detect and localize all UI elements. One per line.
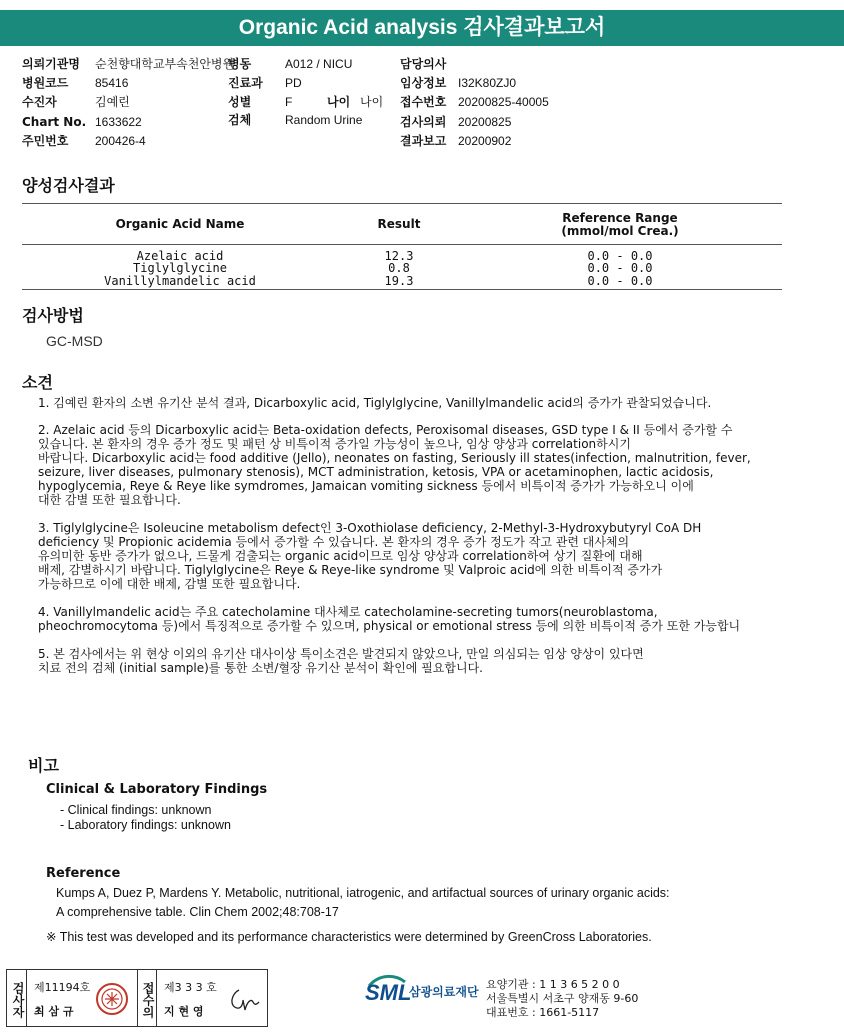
phone: 대표번호 : 1661-5117 — [486, 1006, 600, 1019]
department: PD — [285, 76, 302, 90]
resident-number: 200426-4 — [95, 134, 146, 148]
inspector-name: 최 삼 규 — [34, 1005, 74, 1018]
chart-number: 1633622 — [95, 115, 142, 129]
logo-name: 삼광의료재단 — [409, 985, 479, 999]
info-label: 나이 — [327, 95, 351, 109]
results-title: 양성검사결과 — [22, 176, 115, 195]
method-value: GC-MSD — [46, 333, 103, 349]
divider — [22, 289, 782, 290]
report-title: Organic Acid analysis 검사결과보고서 — [0, 10, 844, 46]
hospital-name: 순천향대학교부속천안병원 — [95, 57, 235, 71]
info-label: 접수번호 — [400, 95, 447, 109]
info-label: 결과보고 — [400, 134, 447, 148]
receiver-license: 제3 3 3 호 — [164, 981, 217, 994]
info-label: 병동 — [228, 57, 252, 71]
hospital-code: 85416 — [95, 76, 129, 90]
col-reference-unit: (mmol/mol Crea.) — [561, 224, 679, 238]
table-row-name: Azelaic acid — [136, 249, 224, 263]
table-row-result: 19.3 — [384, 274, 414, 288]
finding-paragraph: 2. Azelaic acid 등의 Dicarboxylic acid는 Beta-oxidation defects, Peroxisomal diseases, GSD type I & II 등에서 증가할 수 있습니다. 본 환자의 경우 증가 정도 및 패턴 상 비특이적 증가일 가능성이 높으나, 임상 양상과 correlation하시기 바랍니다. Dicarboxylic acid는 food additive (Jello), neonates on fasting, Seriously ill states(infection, malnutrition, fever, seizure, liver diseases, pulmonary stenosis), MCT administration, ketosis, VPA or acetaminophen, lactic acidosis, hypoglycemia, Reye & Reye like symdromes, Jamaican vomiting sickness 등에서 비특이적 증가가 가능하오니 이에 대한 감별 또한 필요합니다. — [38, 423, 751, 507]
table-row-ref: 0.0 - 0.0 — [587, 249, 653, 263]
laboratory-findings: - Laboratory findings: unknown — [60, 818, 231, 832]
finding-paragraph: 3. Tiglylglycine은 Isoleucine metabolism defect인 3-Oxothiolase deficiency, 2-Methyl-3-Hydroxybutyryl CoA DH deficiency 및 Propionic acidemia 등에서 증가할 수 있습니다. 본 환자의 경우 증가 정도가 작고 관련 대사체의 유의미한 동반 증가가 없으나, 드물게 검출되는 organic acid이므로 임상 양상과 correlation하여 상기 질환에 대해 배제, 감별하시기 바랍니다. Tiglylglycine은 Reye & Reye-like syndrome 및 Valproic acid에 의한 비특이적 증가가 가능하므로 이에 대한 배제, 감별 또한 필요합니다. — [38, 521, 702, 591]
info-label: 임상정보 — [400, 76, 447, 90]
seal-icon — [95, 982, 129, 1016]
method-title: 검사방법 — [22, 306, 84, 325]
signature-icon — [225, 984, 261, 1014]
remarks-title: 비고 — [28, 756, 59, 775]
col-reference-range: Reference Range — [562, 211, 678, 225]
info-label: 성별 — [228, 95, 252, 109]
col-organic-acid-name: Organic Acid Name — [115, 217, 245, 231]
info-label: 진료과 — [228, 76, 263, 90]
table-row-name: Tiglylglycine — [133, 261, 227, 275]
clinical-info: I32K80ZJ0 — [458, 76, 517, 90]
divider — [22, 203, 782, 204]
inspector-label: 검사자 — [7, 970, 27, 1026]
info-label: Chart No. — [22, 115, 87, 129]
info-label: 검체 — [228, 113, 252, 127]
reference-text: Kumps A, Duez P, Mardens Y. Metabolic, nutritional, iatrogenic, and artifactual sources of urinary organic acids: — [56, 886, 670, 900]
table-row-name: Vanillylmandelic acid — [104, 274, 256, 288]
finding-paragraph: 5. 본 검사에서는 위 현상 이외의 유기산 대사이상 특이소견은 발견되지 않았으나, 만일 의심되는 임상 양상이 있다면 치료 전의 검체 (initial sample)를 통한 소변/혈장 유기산 분석이 확인에 필요합니다. — [38, 647, 644, 675]
ward: A012 / NICU — [285, 57, 353, 71]
findings-title: 소견 — [22, 373, 53, 392]
institution-code: 요양기관 : 1 1 3 6 5 2 0 0 — [486, 978, 620, 991]
request-date: 20200825 — [458, 115, 512, 129]
col-result: Result — [377, 217, 421, 231]
info-label: 의뢰기관명 — [22, 57, 80, 71]
inspector-license: 제11194호 — [34, 981, 91, 994]
table-row-result: 12.3 — [384, 249, 414, 263]
sex: F — [285, 95, 293, 109]
receiver-label: 접수의 — [137, 970, 157, 1026]
reference-text: A comprehensive table. Clin Chem 2002;48:708-17 — [56, 905, 339, 919]
logo-text: SML — [365, 980, 412, 1005]
age: 나이 — [360, 95, 384, 109]
clinical-findings-title: Clinical & Laboratory Findings — [46, 782, 268, 797]
finding-paragraph: 1. 김예린 환자의 소변 유기산 분석 결과, Dicarboxylic acid, Tiglylglycine, Vanillylmandelic acid의 증가가 관찰되었습니다. — [38, 396, 712, 410]
disclaimer: ※ This test was developed and its performance characteristics were determined by GreenCross Laboratories. — [46, 930, 652, 944]
report-date: 20200902 — [458, 134, 512, 148]
receiver-name: 지 현 영 — [164, 1005, 204, 1018]
info-label: 주민번호 — [22, 134, 69, 148]
patient-info — [22, 55, 822, 155]
patient-name: 김예린 — [95, 95, 130, 109]
info-label: 담당의사 — [400, 57, 447, 71]
info-label: 수진자 — [22, 95, 57, 109]
table-row-ref: 0.0 - 0.0 — [587, 274, 653, 288]
specimen: Random Urine — [285, 113, 363, 127]
info-label: 병원코드 — [22, 76, 69, 90]
reference-title: Reference — [46, 866, 121, 881]
table-row-ref: 0.0 - 0.0 — [587, 261, 653, 275]
finding-paragraph: 4. Vanillylmandelic acid는 주요 catecholamine 대사체로 catecholamine-secreting tumors(neuroblastoma, pheochromocytoma 등)에서 특징적으로 증가할 수 있으며, physical or emotional stress 등에 의한 비특이적 증가 또한 가능합니 — [38, 605, 741, 633]
divider — [22, 244, 782, 245]
clinical-findings: - Clinical findings: unknown — [60, 803, 212, 817]
table-row-result: 0.8 — [388, 261, 410, 275]
receipt-number: 20200825-40005 — [458, 95, 549, 109]
address: 서울특별시 서초구 양재동 9-60 — [486, 992, 639, 1005]
signature-box — [6, 969, 268, 1027]
info-label: 검사의뢰 — [400, 115, 447, 129]
